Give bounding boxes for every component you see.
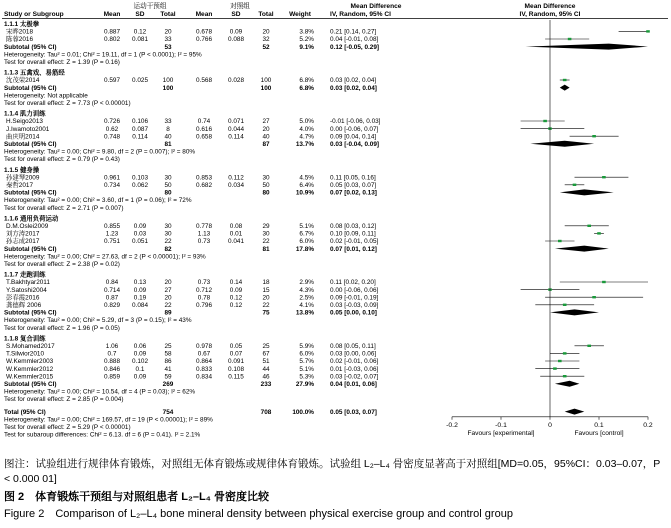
subgroup-title: 1.1.1 太极拳 (4, 21, 40, 28)
study-row-total1: 100 (162, 77, 174, 85)
study-row-sd2: 0.08 (229, 223, 243, 230)
study-row-total2: 67 (262, 350, 270, 358)
study-row-mean1: 0.734 (104, 182, 120, 189)
study-row-ci: 0.05 [0.03, 0.07] (330, 182, 377, 189)
header-study: Study or Subgroup (4, 11, 64, 18)
study-row-sd1: 0.12 (133, 28, 147, 36)
study-row-mean1: 0.961 (104, 174, 120, 182)
subtotal-row-total1: 81 (164, 141, 172, 148)
study-row-sd2: 0.07 (229, 350, 243, 358)
study-row-total1: 27 (164, 286, 172, 294)
study-row-name: 孙志成2017 (6, 238, 40, 246)
subtotal-diamond (555, 246, 609, 252)
total-overall-test: Test for overall effect: Z = 5.29 (P < 0.00001) (4, 424, 131, 431)
study-row-sd2: 0.028 (228, 77, 244, 85)
subtotal-row-name: Subtotal (95% CI) (4, 381, 57, 388)
study-row-ci: 0.09 [0.04, 0.14] (330, 133, 377, 141)
study-row-sd1: 0.102 (132, 358, 148, 366)
study-row-mean1: 0.888 (104, 358, 120, 366)
subgroup-heterogeneity: Heterogeneity: Tau² = 0.00; Chi² = 9.80, df = 2 (P = 0.007); I² = 80% (4, 148, 196, 156)
subgroup-title: 1.1.7 走跑训练 (4, 271, 46, 279)
header-total1: Total (160, 11, 176, 18)
study-row-ci: 0.10 [0.09, 0.11] (330, 230, 376, 238)
subtotal-row-weight: 10.9% (295, 189, 314, 197)
study-row-mean1: 0.597 (104, 77, 120, 85)
study-row-ci: 0.08 [0.03, 0.12] (330, 223, 377, 230)
study-row-total1: 86 (164, 358, 172, 366)
subtotal-row-ci: 0.07 [0.02, 0.13] (330, 189, 377, 197)
study-row-total2: 29 (262, 223, 270, 230)
study-row-weight: 4.5% (299, 174, 314, 182)
subtotal-row-total2: 52 (262, 43, 270, 51)
study-row-total1: 20 (164, 279, 172, 287)
study-row-weight: 4.7% (299, 133, 314, 141)
study-row-total2: 30 (262, 174, 270, 182)
study-row-sd1: 0.084 (132, 302, 148, 309)
total-row-total2: 708 (260, 408, 272, 416)
header-mean1: Mean (103, 11, 121, 18)
study-row-sd1: 0.06 (133, 343, 147, 350)
study-row-weight: 6.0% (299, 238, 314, 246)
header-group-experimental: 运动干预组 (133, 3, 167, 10)
study-row-name: W.Kemmler2012 (6, 365, 54, 373)
study-row-total1: 30 (164, 174, 172, 182)
header-mean2: Mean (195, 11, 213, 18)
subtotal-row-total2: 233 (260, 381, 272, 388)
study-row-sd2: 0.108 (228, 365, 244, 373)
header-plot-sub: IV, Random, 95% CI (519, 11, 581, 18)
study-row-weight: 5.0% (299, 118, 314, 126)
study-row-mean2: 0.766 (196, 36, 212, 44)
subtotal-row-ci: 0.12 [-0.05, 0.29] (330, 43, 380, 51)
study-row-mean1: 0.714 (104, 286, 120, 294)
subgroup-title: 1.1.8 复合训练 (4, 335, 46, 343)
x-tick-label: -0.2 (446, 421, 458, 429)
study-row-mean2: 0.712 (196, 286, 212, 294)
study-row-name: 刘方涛2017 (6, 230, 40, 238)
subtotal-row-ci: 0.04 [0.01, 0.06] (330, 381, 377, 388)
study-row-ci: 0.02 [-0.01, 0.06] (330, 358, 379, 366)
study-row-total1: 30 (164, 223, 172, 230)
header-group-control: 对照组 (230, 3, 250, 10)
study-row-total2: 20 (262, 28, 270, 36)
subtotal-row-total1: 80 (164, 189, 172, 197)
study-row-total1: 22 (164, 238, 172, 246)
study-row-total1: 25 (164, 343, 172, 350)
subtotal-row-total1: 53 (164, 43, 172, 51)
subtotal-row-ci: 0.05 [0.00, 0.10] (330, 309, 377, 317)
subgroup-overall-test: Test for overall effect: Z = 2.38 (P = 0.02) (4, 261, 120, 268)
subtotal-row-weight: 9.1% (299, 43, 314, 51)
study-row-mean1: 0.887 (104, 28, 120, 36)
study-point (563, 79, 567, 81)
subgroup-heterogeneity: Heterogeneity: Tau² = 0.00; Chi² = 3.60, df = 1 (P = 0.06); I² = 72% (4, 197, 192, 205)
study-row-total1: 40 (164, 133, 172, 141)
study-row-ci: 0.01 [-0.03, 0.06] (330, 365, 379, 373)
study-row-sd1: 0.09 (133, 350, 147, 358)
study-point (568, 38, 572, 40)
study-row-mean1: 0.751 (104, 238, 120, 246)
subgroup-heterogeneity: Heterogeneity: Tau² = 0.01; Chi² = 19.11, df = 1 (P < 0.0001); I² = 95% (4, 51, 202, 59)
subgroup-heterogeneity: Heterogeneity: Tau² = 0.00; Chi² = 5.29, df = 3 (P = 0.15); I² = 43% (4, 317, 192, 325)
subgroup-overall-test: Test for overall effect: Z = 7.73 (P < 0.00001) (4, 100, 131, 107)
study-row-sd2: 0.09 (229, 28, 243, 36)
study-point (587, 345, 591, 347)
study-row-total2: 50 (262, 182, 270, 189)
subtotal-row-weight: 27.9% (295, 381, 314, 388)
subgroup-title: 1.1.5 健身操 (4, 166, 40, 174)
study-row-mean2: 0.834 (196, 373, 212, 381)
study-row-weight: 4.1% (299, 302, 314, 309)
study-row-mean2: 0.833 (196, 365, 212, 373)
subgroup-overall-test: Test for overall effect: Z = 2.85 (P = 0.004) (4, 396, 124, 404)
subtotal-row-weight: 13.7% (295, 141, 314, 148)
subtotal-row-name: Subtotal (95% CI) (4, 43, 57, 51)
x-tick-label: 0 (548, 421, 552, 429)
figure-note: 图注：试验组进行规律体育锻炼，对照组无体育锻炼或规律体育锻炼。试验组 L₂–L₄ 骨密度显著高于对照组[MD=0.05，95%CI：0.03–0.07，P < 0.000 01] (4, 458, 661, 485)
study-point (587, 225, 591, 227)
study-row-name: W.Kemmler2015 (6, 373, 54, 381)
study-row-name: 孙建琴2009 (6, 174, 40, 182)
subtotal-row-total2: 87 (262, 141, 270, 148)
study-point (646, 30, 650, 32)
subtotal-row-total1: 100 (162, 84, 174, 92)
subtotal-row-total1: 269 (162, 381, 174, 388)
subgroup-heterogeneity: Heterogeneity: Tau² = 0.00; Chi² = 27.63, df = 2 (P < 0.00001); I² = 93% (4, 253, 206, 261)
study-row-total2: 22 (262, 302, 270, 309)
subtotal-row-weight: 13.8% (295, 309, 314, 317)
subtotal-diamond (526, 44, 649, 50)
study-point (597, 232, 601, 234)
study-row-weight: 5.1% (299, 365, 314, 373)
study-row-total2: 30 (262, 230, 270, 238)
study-row-name: 龚德辉 2006 (6, 302, 42, 309)
study-row-name: S.Mohamed2017 (6, 343, 55, 350)
study-row-total2: 46 (262, 373, 270, 381)
study-row-total1: 33 (164, 118, 172, 126)
subtotal-row-total2: 80 (262, 189, 270, 197)
study-row-sd2: 0.114 (228, 133, 244, 141)
study-row-total2: 51 (262, 358, 270, 366)
total-row-ci: 0.05 [0.03, 0.07] (330, 408, 377, 416)
study-row-weight: 5.3% (299, 373, 314, 381)
study-point (602, 176, 606, 178)
study-row-mean1: 0.748 (104, 133, 120, 141)
study-row-mean2: 0.78 (197, 294, 211, 302)
study-row-sd2: 0.12 (229, 302, 243, 309)
study-row-mean1: 0.855 (104, 223, 120, 230)
header-sd1: SD (135, 11, 145, 18)
study-point (563, 352, 567, 354)
subgroup-overall-test: Test for overall effect: Z = 1.39 (P = 0.16) (4, 59, 120, 66)
study-row-mean1: 0.802 (104, 36, 120, 44)
subtotal-row-weight: 17.8% (295, 245, 314, 253)
subtotal-row-ci: 0.07 [0.01, 0.12] (330, 245, 377, 253)
study-row-sd1: 0.114 (132, 133, 148, 141)
study-row-weight: 5.9% (299, 343, 314, 350)
subtotal-row-name: Subtotal (95% CI) (4, 84, 57, 92)
study-row-mean1: 0.7 (107, 350, 117, 358)
study-point (563, 304, 567, 306)
subgroup-heterogeneity: Heterogeneity: Tau² = 0.00; Chi² = 10.54, df = 4 (P = 0.03); I² = 62% (4, 388, 196, 396)
study-row-sd2: 0.115 (228, 373, 244, 381)
subtotal-diamond (555, 381, 580, 387)
study-row-total2: 22 (262, 238, 270, 246)
study-row-mean2: 0.67 (197, 350, 211, 358)
study-row-weight: 6.0% (299, 350, 314, 358)
study-row-weight: 4.0% (299, 125, 314, 133)
study-row-ci: 0.21 [0.14, 0.27] (330, 28, 377, 36)
study-row-total1: 33 (164, 36, 172, 44)
subgroup-differences-test: Test for subaroup differences: Chi² = 6.13. df = 6 (P = 0.41). I² = 2.1% (4, 431, 201, 439)
study-point (558, 240, 562, 242)
study-row-name: 陈蓉2016 (6, 36, 33, 44)
study-row-mean1: 0.87 (105, 294, 119, 302)
study-row-sd2: 0.14 (229, 279, 243, 287)
x-tick-label: 0.2 (643, 421, 653, 429)
study-row-total1: 41 (164, 365, 172, 373)
subgroup-title: 1.1.4 肌力训练 (4, 110, 46, 118)
study-row-mean2: 0.778 (196, 223, 212, 230)
study-row-mean1: 0.62 (105, 125, 119, 133)
study-row-sd1: 0.062 (132, 182, 148, 189)
study-row-sd1: 0.19 (133, 294, 147, 302)
study-row-ci: 0.11 [0.05, 0.16] (330, 174, 376, 182)
total-row-weight: 100.0% (292, 408, 314, 416)
study-row-mean1: 0.84 (105, 279, 119, 287)
study-row-mean2: 0.853 (196, 174, 212, 182)
study-row-sd1: 0.13 (133, 279, 147, 287)
study-row-name: 曲庆明2014 (6, 133, 40, 141)
favours-control-label: Favours [control] (574, 429, 624, 437)
study-row-mean2: 0.978 (196, 343, 212, 350)
study-point (602, 281, 606, 283)
total-row-name: Total (95% CI) (4, 408, 46, 416)
study-row-mean2: 0.796 (196, 302, 212, 309)
study-row-sd1: 0.09 (133, 373, 147, 381)
study-row-ci: 0.02 [-0.01, 0.05] (330, 238, 379, 246)
study-row-mean1: 1.23 (105, 230, 119, 238)
study-row-mean2: 0.616 (196, 125, 212, 133)
study-row-weight: 3.8% (299, 28, 314, 36)
study-row-total1: 8 (166, 125, 170, 133)
study-row-sd1: 0.087 (132, 125, 148, 133)
study-row-weight: 6.7% (299, 230, 314, 238)
study-row-total2: 25 (262, 343, 270, 350)
subgroup-heterogeneity: Heterogeneity: Not applicable (4, 92, 88, 100)
study-row-ci: 0.09 [-0.01, 0.19] (330, 294, 379, 302)
study-point (553, 367, 557, 369)
subtotal-diamond (560, 189, 614, 195)
study-row-name: Y.Satoshi2004 (6, 286, 47, 294)
header-plot: Mean Difference (524, 3, 576, 10)
x-tick-label: 0.1 (594, 421, 604, 429)
study-row-sd1: 0.025 (132, 77, 148, 85)
study-row-mean2: 0.73 (197, 238, 211, 246)
study-row-total1: 58 (164, 350, 172, 358)
study-row-total2: 15 (262, 286, 270, 294)
study-row-name: H.Seigo2013 (6, 118, 43, 126)
study-row-mean1: 1.06 (105, 343, 119, 350)
study-row-name: 彭春霞2016 (6, 294, 40, 302)
study-row-name: D.M.Oslei2009 (6, 223, 49, 230)
study-row-ci: 0.03 [0.02, 0.04] (330, 77, 377, 85)
study-row-sd2: 0.088 (228, 36, 244, 44)
study-row-total2: 32 (262, 36, 270, 44)
subtotal-row-total1: 89 (164, 309, 172, 317)
figure-title-en: Figure 2 Comparison of L₂–L₄ bone mineral density between physical exercise group and control group (4, 508, 513, 520)
subtotal-row-total2: 100 (260, 84, 272, 92)
study-row-total2: 27 (262, 118, 270, 126)
subtotal-row-name: Subtotal (95% CI) (4, 189, 57, 197)
subtotal-diamond (530, 141, 594, 147)
header-md: Mean Difference (350, 3, 402, 10)
study-row-sd2: 0.071 (228, 118, 244, 126)
study-row-total2: 20 (262, 294, 270, 302)
study-point (543, 120, 547, 122)
subtotal-row-total2: 81 (262, 245, 270, 253)
study-row-mean2: 1.13 (197, 230, 211, 238)
total-row-total1: 754 (162, 408, 174, 416)
study-row-mean2: 0.73 (197, 279, 211, 287)
study-row-ci: 0.04 [-0.01, 0.08] (330, 36, 379, 44)
study-row-ci: 0.11 [0.02, 0.20] (330, 279, 376, 287)
study-row-total1: 20 (164, 294, 172, 302)
study-row-total1: 22 (164, 302, 172, 309)
header-weight: Weight (289, 11, 311, 18)
study-row-name: T.Bakhtyar2011 (6, 279, 50, 287)
study-row-sd2: 0.05 (229, 343, 243, 350)
study-row-ci: 0.03 [-0.03, 0.09] (330, 302, 379, 309)
x-tick-label: -0.1 (495, 421, 507, 429)
subtotal-row-ci: 0.03 [-0.04, 0.09] (330, 141, 380, 148)
study-row-name: J.Iwamoto2001 (6, 125, 50, 133)
study-row-mean2: 0.658 (196, 133, 212, 141)
subgroup-overall-test: Test for overall effect: Z = 0.79 (P = 0.43) (4, 156, 120, 164)
study-row-ci: 0.00 [-0.06, 0.07] (330, 125, 379, 133)
study-row-sd1: 0.106 (132, 118, 148, 126)
study-row-weight: 5.1% (299, 223, 314, 230)
study-row-total1: 59 (164, 373, 172, 381)
study-row-mean2: 0.864 (196, 358, 212, 366)
study-row-name: 秦哲2017 (6, 182, 33, 189)
study-row-sd1: 0.1 (135, 365, 145, 373)
subgroup-overall-test: Test for overall effect: Z = 1.96 (P = 0.05) (4, 324, 120, 332)
subtotal-row-total2: 75 (262, 309, 270, 317)
subtotal-row-total1: 82 (164, 245, 172, 253)
study-row-name: 沈茂荣2014 (6, 77, 40, 85)
study-row-sd1: 0.03 (133, 230, 147, 238)
total-diamond (565, 409, 585, 415)
study-row-total2: 44 (262, 365, 270, 373)
study-row-total2: 20 (262, 125, 270, 133)
study-row-total2: 100 (260, 77, 272, 85)
study-row-sd1: 0.09 (133, 223, 147, 230)
study-row-ci: 0.03 [-0.02, 0.07] (330, 373, 379, 381)
subgroup-overall-test: Test for overall effect: Z = 2.71 (P = 0.007) (4, 204, 124, 212)
study-row-mean1: 0.726 (104, 118, 120, 126)
study-row-weight: 2.5% (299, 294, 314, 302)
figure-title-cn: 图 2 体育锻炼干预组与对照组患者 L₂–L₄ 骨密度比较 (4, 491, 269, 503)
subgroup-title: 1.1.6 通用负荷运动 (4, 215, 59, 223)
subgroup-title: 1.1.3 五禽戏、易筋经 (4, 69, 65, 77)
study-row-weight: 5.2% (299, 36, 314, 44)
subtotal-row-name: Subtotal (95% CI) (4, 309, 57, 317)
study-row-mean2: 0.678 (196, 28, 212, 36)
study-point (558, 360, 562, 362)
subtotal-row-name: Subtotal (95% CI) (4, 141, 57, 148)
study-point (592, 296, 596, 298)
subtotal-row-name: Subtotal (95% CI) (4, 245, 57, 253)
subtotal-diamond (560, 85, 570, 91)
subtotal-row-weight: 6.8% (299, 84, 314, 92)
study-row-ci: 0.03 [0.00, 0.06] (330, 350, 377, 358)
study-row-total2: 40 (262, 133, 270, 141)
study-row-weight: 6.8% (299, 77, 314, 85)
study-row-mean1: 0.829 (104, 302, 120, 309)
study-row-sd2: 0.09 (229, 286, 243, 294)
total-heterogeneity: Heterogeneity: Tau² = 0.00; Chi² = 169.57, df = 19 (P < 0.00001); I² = 89% (4, 416, 213, 424)
study-row-mean2: 0.74 (197, 118, 211, 126)
study-row-sd1: 0.09 (133, 286, 147, 294)
study-row-name: W.Kemmler2003 (6, 358, 54, 366)
study-row-mean2: 0.568 (196, 77, 212, 85)
study-row-mean1: 0.846 (104, 365, 120, 373)
study-row-weight: 2.9% (299, 279, 314, 287)
study-row-name: T.Silwior2010 (6, 350, 45, 358)
subtotal-row-ci: 0.03 [0.02, 0.04] (330, 84, 377, 92)
study-row-mean1: 0.859 (104, 373, 120, 381)
study-row-sd2: 0.034 (228, 182, 244, 189)
study-row-weight: 6.4% (299, 182, 314, 189)
study-row-mean2: 0.682 (196, 182, 212, 189)
study-row-total2: 18 (262, 279, 270, 287)
study-row-ci: -0.01 [-0.06, 0.03] (330, 118, 381, 126)
study-row-ci: 0.00 [-0.06, 0.06] (330, 286, 379, 294)
study-row-total1: 30 (164, 230, 172, 238)
study-row-total1: 20 (164, 28, 172, 36)
study-point (573, 184, 577, 186)
header-total2: Total (258, 11, 274, 18)
study-row-name: 宋晔2018 (6, 28, 33, 36)
study-point (592, 135, 596, 137)
study-row-sd2: 0.12 (229, 294, 243, 302)
header-sd2: SD (231, 11, 241, 18)
study-row-sd1: 0.103 (132, 174, 148, 182)
study-row-sd2: 0.112 (228, 174, 244, 182)
study-row-ci: 0.08 [0.05, 0.11] (330, 343, 376, 350)
study-row-sd2: 0.041 (228, 238, 244, 246)
study-point (563, 375, 567, 377)
favours-experimental-label: Favours [experimental] (467, 429, 535, 437)
study-row-weight: 5.7% (299, 358, 314, 366)
study-row-weight: 4.3% (299, 286, 314, 294)
subtotal-diamond (550, 309, 599, 315)
study-row-sd1: 0.051 (132, 238, 148, 246)
study-row-sd2: 0.044 (228, 125, 244, 133)
study-row-sd1: 0.081 (132, 36, 148, 44)
study-row-total1: 50 (164, 182, 172, 189)
study-row-sd2: 0.091 (228, 358, 244, 366)
study-row-sd2: 0.01 (229, 230, 243, 238)
header-md-sub: IV, Random, 95% CI (330, 11, 391, 18)
